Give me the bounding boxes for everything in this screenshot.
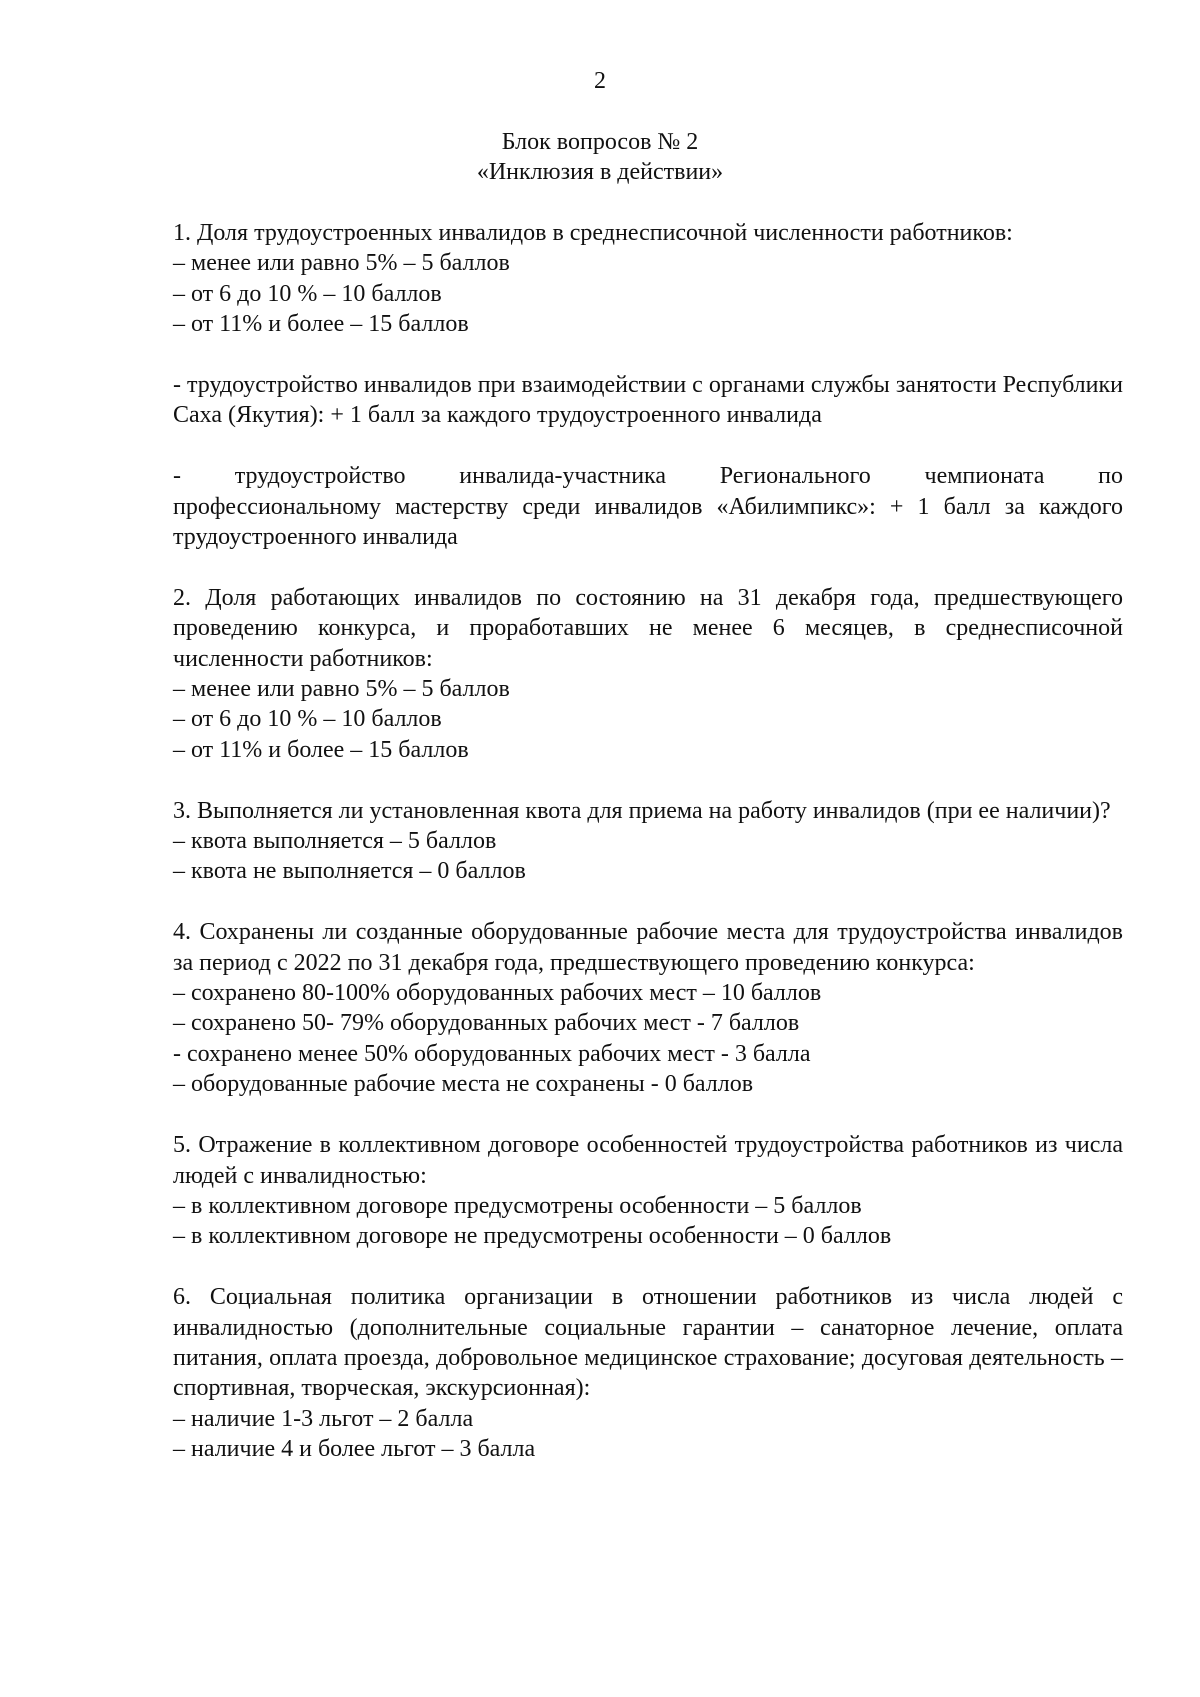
question-5	[173, 1130, 1123, 1252]
question-2-option-1: – менее или равно 5% – 5 баллов	[173, 676, 510, 703]
question-4-option-1: – сохранено 80-100% оборудованных рабочих мест – 10 баллов	[173, 980, 822, 1007]
block-title-line2: «Инклюзия в действии»	[476, 159, 724, 185]
question-2	[173, 583, 1123, 765]
bonus-abilympics	[173, 461, 1123, 552]
question-3-option-2: – квота не выполняется – 0 баллов	[173, 858, 526, 885]
question-1-option-2: – от 6 до 10 % – 10 баллов	[173, 280, 442, 307]
question-4-option-4: – оборудованные рабочие места не сохранены - 0 баллов	[173, 1071, 754, 1098]
question-1-option-3: – от 11% и более – 15 баллов	[173, 311, 469, 338]
question-5-option-2: – в коллективном договоре не предусмотрены особенности – 0 баллов	[173, 1223, 892, 1250]
question-1-option-1: – менее или равно 5% – 5 баллов	[173, 250, 510, 277]
question-1-text: 1. Доля трудоустроенных инвалидов в среднесписочной численности работников:	[173, 220, 1013, 246]
question-2-option-3: – от 11% и более – 15 баллов	[173, 736, 469, 763]
question-1	[173, 218, 1123, 340]
bonus-employment-service: - трудоустройство инвалидов при взаимодействии с органами службы занятости Республики Саха (Якутия): + 1 балл за каждого трудоустроенного инвалида	[173, 372, 1123, 429]
question-2-text: 2. Доля работающих инвалидов по состоянию на 31 декабря года, предшествующего проведению конкурса, и проработавших не менее 6 месяцев, в среднесписочной численности работников:	[173, 584, 1123, 672]
question-2-option-2: – от 6 до 10 % – 10 баллов	[173, 706, 442, 733]
block-title	[0, 127, 1200, 187]
question-3	[173, 796, 1123, 887]
question-5-text: 5. Отражение в коллективном договоре особенностей трудоустройства работников из числа людей с инвалидностью:	[173, 1132, 1123, 1189]
question-4	[173, 917, 1123, 1099]
question-4-text: 4. Сохранены ли созданные оборудованные рабочие места для трудоустройства инвалидов за период с 2022 по 31 декабря года, предшествующего проведению конкурса:	[173, 919, 1123, 976]
document-body	[173, 218, 1123, 1495]
bonus-abilympics-line1: - трудоустройство инвалида-участника Регионального чемпионата по	[173, 463, 1123, 490]
page-number: 2	[594, 68, 606, 94]
question-5-option-1: – в коллективном договоре предусмотрены особенности – 5 баллов	[173, 1192, 862, 1219]
question-4-option-2: – сохранено 50- 79% оборудованных рабочих мест - 7 баллов	[173, 1010, 800, 1037]
question-6-option-1: – наличие 1-3 льгот – 2 балла	[173, 1405, 474, 1432]
question-6-option-2: – наличие 4 и более льгот – 3 балла	[173, 1436, 536, 1463]
block-title-line1: Блок вопросов № 2	[501, 129, 699, 155]
question-6-text: 6. Социальная политика организации в отношении работников из числа людей с инвалидностью (дополнительные социальные гарантии – санаторное лечение, оплата питания, оплата проезда, добровольное медицинское страхование; досуговая деятельность – спортивная, творческая, экскурсионная):	[173, 1284, 1123, 1402]
bonus-abilympics-rest: профессиональному мастерству среди инвалидов «Абилимпикс»: + 1 балл за каждого трудоустроенного инвалида	[173, 493, 1123, 551]
question-4-option-3: - сохранено менее 50% оборудованных рабочих мест - 3 балла	[173, 1040, 811, 1067]
question-3-option-1: – квота выполняется – 5 баллов	[173, 828, 497, 855]
question-3-text: 3. Выполняется ли установленная квота для приема на работу инвалидов (при ее наличии)?	[173, 797, 1111, 824]
question-6	[173, 1282, 1123, 1464]
